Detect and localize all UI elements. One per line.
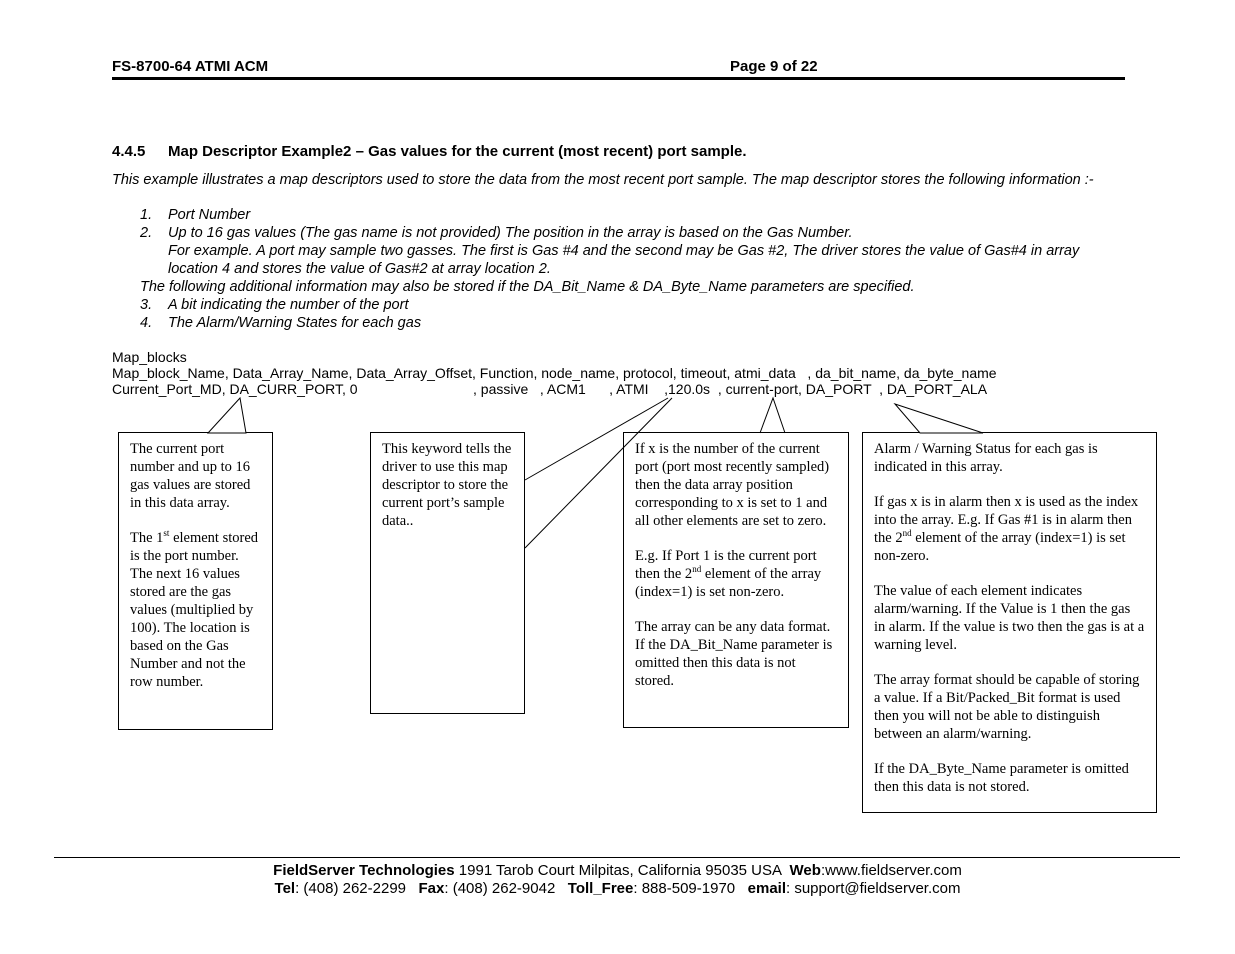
page-number: Page 9 of 22 bbox=[730, 58, 818, 75]
footer-rule bbox=[54, 857, 1180, 858]
additional-note: The following additional information may also be stored if the DA_Bit_Name & DA_Byte_Name parameters are specified. bbox=[140, 279, 915, 295]
footer-line-1 bbox=[0, 862, 1235, 879]
footer-line-2 bbox=[0, 880, 1235, 897]
pointer-box1 bbox=[208, 398, 246, 433]
callout-text: Alarm / Warning Status for each gas is indicated in this array. bbox=[874, 441, 1098, 475]
tel-label: Tel bbox=[274, 880, 296, 897]
callout-text: If gas x is in alarm then x is used as the index into the array. E.g. If Gas #1 is in alarm then the 2nd element of the array (index=1) is set non-zero. bbox=[874, 494, 1139, 564]
callout-text: The value of each element indicates alarm/warning. If the Value is 1 then the gas in alarm. If the value is two then the gas is at a warning level. bbox=[874, 583, 1145, 653]
callout-text: If x is the number of the current port (port most recently sampled) then the data array position corresponding to x is set to 1 and all other elements are set to zero. bbox=[635, 441, 830, 529]
list-number: 1. bbox=[140, 207, 153, 223]
callout-text: This keyword tells the driver to use this map descriptor to store the current port’s sample data.. bbox=[382, 441, 512, 529]
document-id: FS-8700-64 ATMI ACM bbox=[112, 58, 269, 75]
list-number: 3. bbox=[140, 297, 153, 313]
list-number: 2. bbox=[140, 225, 153, 241]
callout-text: The 1st element stored is the port number. The next 16 values stored are the gas values (multiplied by 100). The location is based on the Gas Number and not the row number. bbox=[130, 528, 259, 690]
pointer-box2 bbox=[525, 398, 668, 480]
code-line-map-blocks: Map_blocks bbox=[112, 349, 187, 365]
code-line-values-rest: , passive , ACM1 , ATMI ,120.0s , current-port, DA_PORT , DA_PORT_ALA bbox=[473, 381, 988, 397]
callout-text: E.g. If Port 1 is the current port then the 2nd element of the array (index=1) is set non-zero. bbox=[635, 548, 822, 600]
callout-text: The array can be any data format. If the DA_Bit_Name parameter is omitted then this data is not stored. bbox=[635, 619, 833, 689]
list-text: A bit indicating the number of the port bbox=[168, 297, 409, 313]
callout-text: The current port number and up to 16 gas values are stored in this data array. bbox=[130, 441, 251, 511]
intro-paragraph: This example illustrates a map descriptors used to store the data from the most recent port sample. The map descriptor stores the following information :- bbox=[112, 172, 1094, 188]
web-address: :www.fieldserver.com bbox=[820, 862, 962, 879]
code-line-fields: Map_block_Name, Data_Array_Name, Data_Array_Offset, Function, node_name, protocol, timeout, atmi_data , da_bit_name, da_byte_name bbox=[112, 365, 997, 381]
code-line-values-start: Current_Port_MD, DA_CURR_PORT, 0 bbox=[112, 381, 358, 397]
toll-free-label: Toll_Free bbox=[567, 880, 634, 897]
pointer-box2-lower bbox=[525, 398, 672, 548]
callout-text: If the DA_Byte_Name parameter is omitted then this data is not stored. bbox=[874, 761, 1129, 795]
list-text: Port Number bbox=[168, 207, 251, 223]
fax-label: Fax bbox=[418, 880, 445, 897]
web-label: Web bbox=[789, 862, 821, 879]
list-number: 4. bbox=[140, 315, 153, 331]
email-label: email bbox=[747, 880, 786, 897]
list-text: The Alarm/Warning States for each gas bbox=[168, 315, 422, 331]
section-title: Map Descriptor Example2 – Gas values for the current (most recent) port sample. bbox=[168, 143, 747, 160]
list-example: For example. A port may sample two gasses. The first is Gas #4 and the second may be Gas #2, The driver stores the value of Gas#4 in array location 4 and stores the value of Gas#2 at array location 2. bbox=[168, 243, 1080, 277]
callout-text: The array format should be capable of storing a value. If a Bit/Packed_Bit format is used then you will not be able to distinguish between an alarm/warning. bbox=[874, 672, 1140, 742]
email-address: : support@fieldserver.com bbox=[786, 880, 961, 897]
list-text: Up to 16 gas values (The gas name is not provided) The position in the array is based on the Gas Number. bbox=[168, 225, 853, 241]
pointer-box4 bbox=[895, 404, 983, 433]
toll-free-number: : 888-509-1970 bbox=[633, 880, 748, 897]
pointer-box3 bbox=[760, 398, 785, 433]
company-address: 1991 Tarob Court Milpitas, California 95035 USA bbox=[454, 862, 790, 879]
tel-number: : (408) 262-2299 bbox=[295, 880, 419, 897]
section-number: 4.4.5 bbox=[112, 143, 146, 160]
company-name: FieldServer Technologies bbox=[273, 862, 455, 879]
fax-number: : (408) 262-9042 bbox=[444, 880, 568, 897]
